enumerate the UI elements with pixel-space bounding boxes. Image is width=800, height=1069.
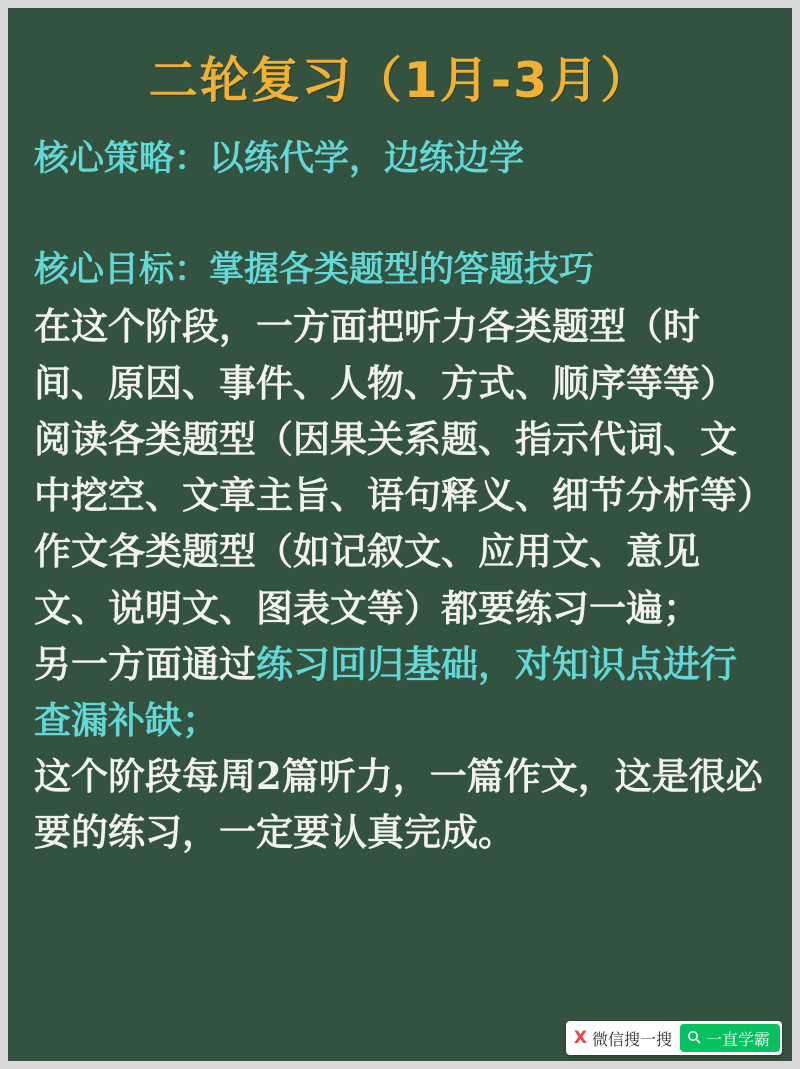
paragraph-one: 在这个阶段，一方面把听力各类题型（时间、原因、事件、人物、方式、顺序等等）阅读各类题型（因果关系题、指示代词、文中挖空、文章主旨、语句释义、细节分析等）作文各类题型（如记叙文、应用文、意见文、说明文、图表文等）都要练习一遍； — [34, 304, 756, 630]
goal-value: 掌握各类题型的答题技巧 — [209, 249, 595, 291]
note-board — [8, 8, 792, 1061]
page-title: 二轮复习（1月-3月） — [148, 52, 652, 109]
wechat-search-label: 微信搜一搜 — [591, 1029, 672, 1049]
wechat-logo-icon: X — [573, 1028, 587, 1048]
spacer — [34, 185, 766, 243]
goal-label: 核心目标： — [34, 249, 210, 291]
search-button[interactable] — [680, 1024, 780, 1052]
note-body — [8, 132, 792, 861]
search-keyword: 一直学霸 — [705, 1029, 770, 1049]
strategy-line — [34, 132, 766, 185]
goal-line — [34, 243, 766, 296]
search-icon — [687, 1030, 701, 1047]
strategy-value: 以练代学，边练边学 — [209, 138, 525, 179]
paragraph-two — [34, 636, 766, 748]
strategy-label: 核心策略： — [34, 138, 210, 179]
wechat-search-badge[interactable] — [566, 1021, 782, 1055]
paragraph-two-highlight: 练习回归基础，对知识点进行查漏补缺； — [34, 641, 737, 743]
paragraph-two-prefix: 另一方面通过 — [34, 641, 256, 686]
paragraph-three: 这个阶段每周2篇听力，一篇作文，这是很必要的练习，一定要认真完成。 — [34, 754, 763, 855]
